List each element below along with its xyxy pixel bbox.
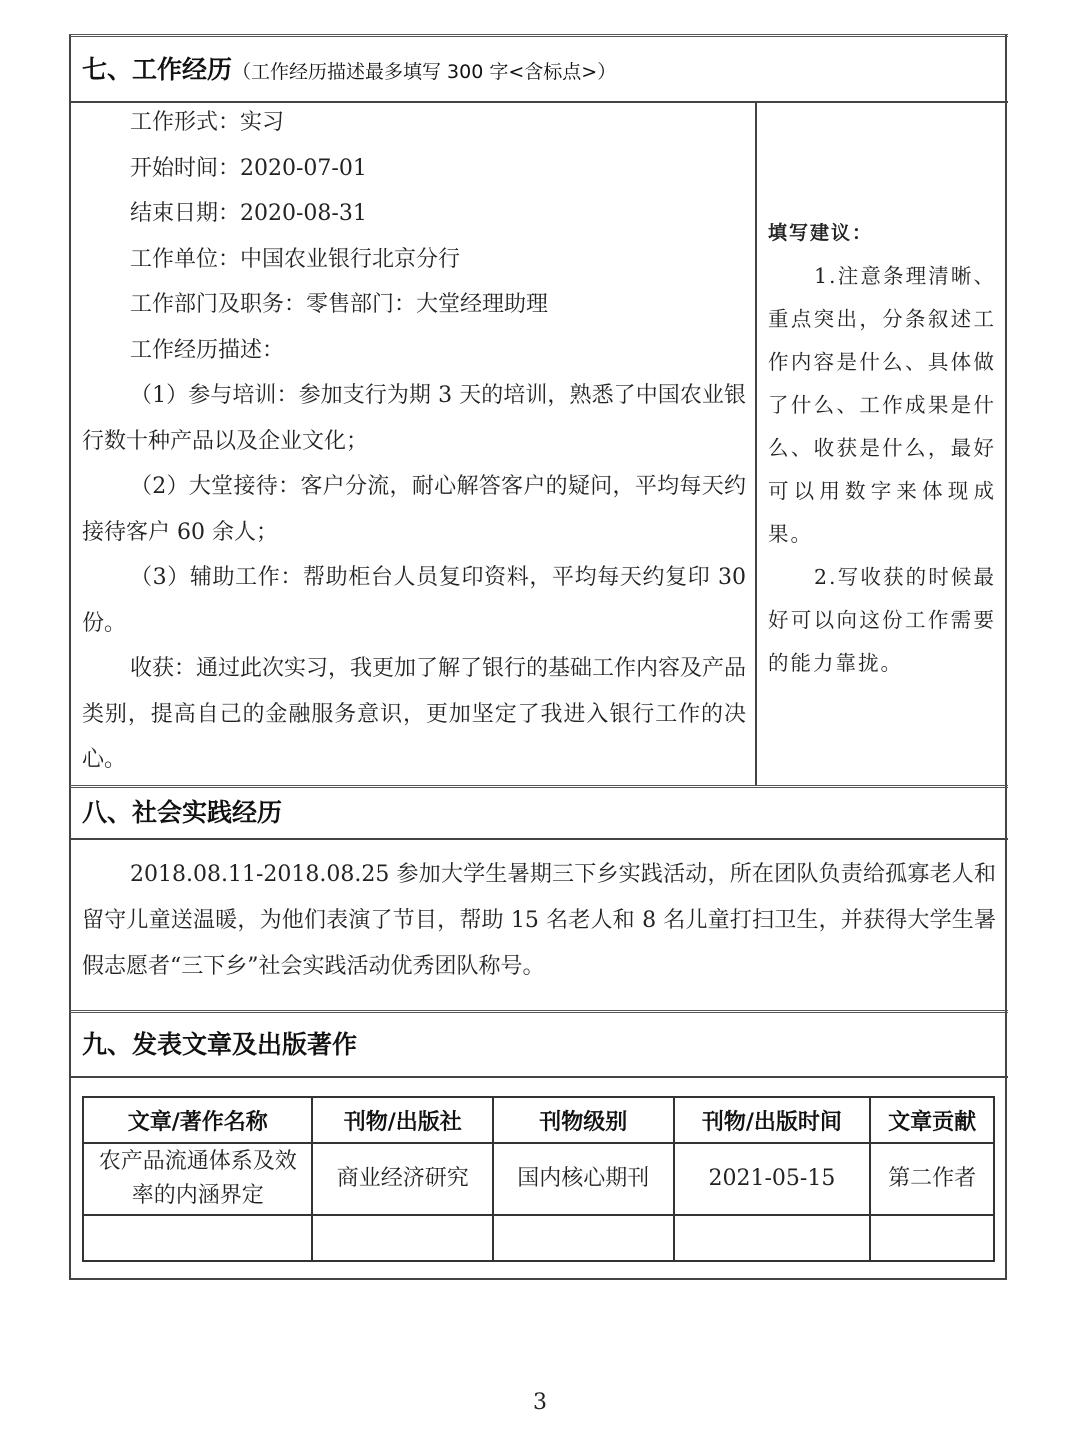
section9-heading: 九、发表文章及出版著作 [82, 1030, 358, 1059]
section7-title: 七、工作经历 [82, 55, 233, 84]
level-cell: 国内核心期刊 [493, 1143, 674, 1215]
empty-cell [870, 1215, 994, 1261]
contribution-cell: 第二作者 [870, 1143, 994, 1215]
section9-top-border [69, 1010, 1008, 1013]
employer-line: 工作单位：中国农业银行北京分行 [130, 246, 461, 272]
empty-cell [312, 1215, 493, 1261]
advice-column-divider [755, 103, 757, 786]
col-contribution: 文章贡献 [870, 1097, 994, 1143]
empty-cell [493, 1215, 674, 1261]
description-item: （3）辅助工作：帮助柜台人员复印资料，平均每天约复印 30 份。 [82, 565, 746, 636]
publications-table [82, 1096, 995, 1262]
section8-header-divider [69, 838, 1008, 840]
section9-header-divider [69, 1076, 1008, 1078]
work-experience-content [82, 100, 746, 783]
section8-heading: 八、社会实践经历 [82, 798, 283, 827]
harvest-paragraph: 收获：通过此次实习，我更加了解了银行的基础工作内容及产品类别，提高自己的金融服务意识，更加坚定了我进入银行工作的决心。 [82, 656, 747, 772]
table-row-empty [83, 1215, 994, 1261]
advice-item: 1.注意条理清晰、重点突出，分条叙述工作内容是什么、具体做了什么、工作成果是什么、收获是什么，最好可以用数字来体现成果。 [768, 264, 996, 546]
advice-item: 2.写收获的时候最好可以向这份工作需要的能力靠拢。 [768, 565, 996, 675]
col-title: 文章/著作名称 [83, 1097, 312, 1143]
description-item: （2）大堂接待：客户分流，耐心解答客户的疑问，平均每天约接待客户 60 余人； [82, 474, 746, 545]
table-header-row [83, 1097, 994, 1143]
section7-heading [82, 50, 616, 86]
work-type-line: 工作形式：实习 [130, 110, 285, 135]
description-label: 工作经历描述： [130, 337, 285, 363]
end-date-line: 结束日期：2020-08-31 [130, 201, 367, 226]
article-title-cell: 农产品流通体系及效率的内涵界定 [83, 1143, 312, 1215]
top-border [69, 34, 1008, 37]
publisher-cell: 商业经济研究 [312, 1143, 493, 1215]
social-practice-text: 2018.08.11-2018.08.25 参加大学生暑期三下乡实践活动，所在团队负责给孤寡老人和留守儿童送温暖，为他们表演了节目，帮助 15 名老人和 8 名儿童打扫卫生，并获得大学生暑假志愿者“三下乡”社会实践活动优秀团队称号。 [82, 862, 996, 979]
advice-title: 填写建议： [768, 222, 874, 244]
writing-advice [768, 212, 996, 685]
page-number: 3 [533, 1390, 547, 1415]
date-cell: 2021-05-15 [674, 1143, 871, 1215]
start-date-line: 开始时间：2020-07-01 [130, 155, 367, 181]
table-row [83, 1143, 994, 1215]
department-line: 工作部门及职务：零售部门：大堂经理助理 [130, 292, 549, 317]
empty-cell [674, 1215, 871, 1261]
description-item: （1）参与培训：参加支行为期 3 天的培训，熟悉了中国农业银行数十种产品以及企业文化； [82, 383, 746, 454]
col-publisher: 刊物/出版社 [312, 1097, 493, 1143]
section8-top-border [69, 785, 1008, 788]
col-date: 刊物/出版时间 [674, 1097, 871, 1143]
empty-cell [83, 1215, 312, 1261]
section7-note: （工作经历描述最多填写 300 字<含标点>） [232, 61, 617, 83]
col-level: 刊物级别 [493, 1097, 674, 1143]
